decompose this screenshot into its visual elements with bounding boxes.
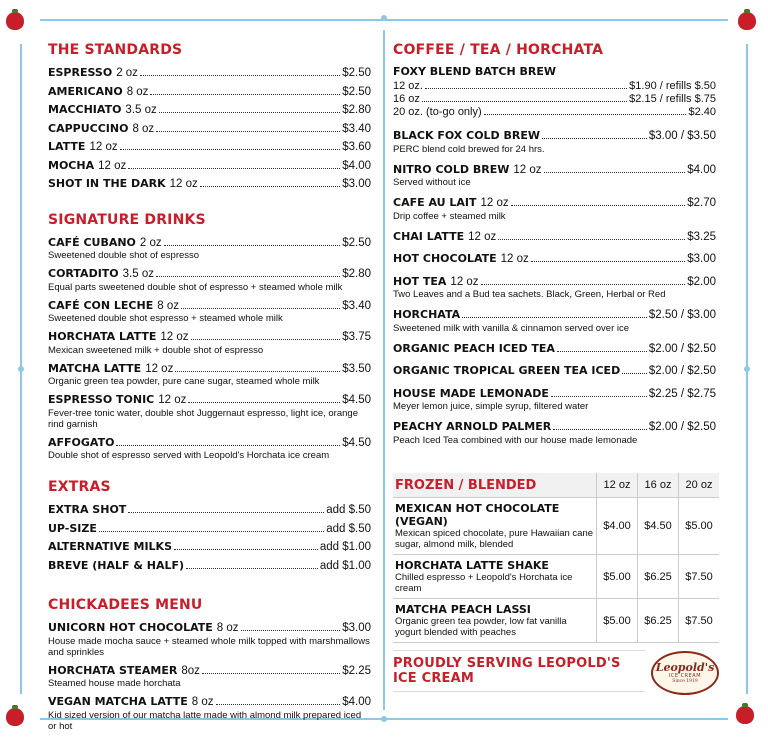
menu-item <box>48 175 371 194</box>
menu-item <box>393 194 716 222</box>
menu-item <box>48 234 371 262</box>
frame-dot <box>381 15 387 21</box>
banner-text: PROUDLY SERVING LEOPOLD'S ICE CREAM <box>393 656 621 686</box>
dot-leader <box>531 261 685 262</box>
menu-item <box>48 328 371 356</box>
berry-icon <box>6 12 24 30</box>
item-description: PERC blend cold brewed for 24 hrs. <box>393 143 545 155</box>
dot-leader <box>128 512 324 513</box>
item-name: HOUSE MADE LEMONADE <box>393 386 549 400</box>
menu-item <box>48 265 371 293</box>
item-price: $3.40 <box>342 122 371 135</box>
menu-item <box>48 520 371 539</box>
standards-section <box>48 42 371 194</box>
frozen-price: $4.50 <box>638 498 679 555</box>
brew-size-label: 12 oz. <box>393 80 423 92</box>
item-price: $2.80 <box>342 268 371 280</box>
dot-leader <box>186 568 318 569</box>
frozen-price: $4.00 <box>597 498 638 555</box>
brew-size-price: $2.40 <box>688 106 716 118</box>
item-price: $2.00 / $2.50 <box>648 421 716 433</box>
item-price: add $1.00 <box>319 559 371 572</box>
item-price: $2.00 <box>687 275 716 288</box>
menu-item <box>393 250 716 269</box>
item-name: LATTE <box>48 140 86 153</box>
item-price: add $.50 <box>326 504 371 516</box>
item-name: UNICORN HOT CHOCOLATE <box>48 621 213 634</box>
dot-leader <box>622 373 647 374</box>
size-header: 12 oz <box>597 473 638 498</box>
item-name: BREVE (HALF & HALF) <box>48 558 185 572</box>
signature-section <box>48 212 371 462</box>
item-description: Served without ice <box>393 177 471 188</box>
item-price: $3.75 <box>342 331 371 343</box>
item-name: FOXY BLEND BATCH BREW <box>393 65 556 78</box>
item-size: 12 oz <box>98 159 127 172</box>
menu-item <box>393 306 716 334</box>
frozen-price: $5.00 <box>597 599 638 643</box>
item-price: $4.50 <box>342 394 371 406</box>
berry-icon <box>6 708 24 726</box>
item-size: 8 oz <box>191 696 214 708</box>
item-description: Fever-tree tonic water, double shot Juggernaut espresso, light ice, orange rind garnish <box>48 407 358 430</box>
frozen-price: $6.25 <box>638 555 679 599</box>
item-price: $2.50 <box>342 85 371 98</box>
dot-leader <box>216 704 341 705</box>
item-size: 8oz <box>181 664 200 677</box>
frame-dot <box>381 716 387 722</box>
frame-dot <box>744 366 750 372</box>
menu-item-row <box>48 83 371 102</box>
menu-item <box>48 297 371 325</box>
item-name: CHAI LATTE <box>393 229 465 243</box>
dot-leader <box>484 114 687 115</box>
frozen-item-cell <box>393 498 597 555</box>
item-description: Organic green tea powder, pure cane sugar, steamed whole milk <box>48 376 320 387</box>
menu-item <box>48 157 371 176</box>
item-name: PEACHY ARNOLD PALMER <box>393 420 552 433</box>
item-size: 8 oz <box>157 299 179 312</box>
dot-leader <box>241 630 341 631</box>
right-column <box>393 42 716 638</box>
section-title-frozen: FROZEN / BLENDED <box>393 473 597 498</box>
frame-dot <box>18 366 24 372</box>
dot-leader <box>150 94 340 95</box>
brew-size-label: 20 oz. (to-go only) <box>393 106 482 118</box>
menu-item-row <box>393 228 716 247</box>
dot-leader <box>553 429 647 430</box>
dot-leader <box>159 112 340 113</box>
dot-leader <box>498 239 685 240</box>
item-description: Sweetened double shot of espresso <box>48 250 200 261</box>
section-title-chickadees: CHICKADEES MENU <box>48 597 203 613</box>
section-title-standards: THE STANDARDS <box>48 42 183 58</box>
menu-item <box>393 340 716 359</box>
item-size: 12 oz <box>468 230 497 243</box>
dot-leader <box>544 172 686 173</box>
extras-section <box>48 479 371 575</box>
item-price: $2.25 <box>342 664 371 677</box>
dot-leader <box>128 168 340 169</box>
size-header: 16 oz <box>638 473 679 498</box>
item-description: Steamed house made horchata <box>48 678 181 689</box>
menu-item-row <box>48 538 371 557</box>
menu-item-row <box>48 64 371 83</box>
item-price: $4.50 <box>342 436 371 449</box>
item-price: $4.00 <box>342 696 371 708</box>
item-price: $3.00 <box>342 178 371 190</box>
brew-size-price: $1.90 / refills $.50 <box>629 80 716 92</box>
menu-item <box>48 391 371 430</box>
logo-line1: Leopold's <box>655 661 715 674</box>
menu-item-foxy-blend <box>393 64 716 119</box>
frozen-price: $7.50 <box>679 555 720 599</box>
item-name: HORCHATA LATTE SHAKE <box>395 559 549 572</box>
item-description: Chilled espresso + Leopold's Horchata ice cream <box>395 572 573 594</box>
frozen-price: $6.25 <box>638 599 679 643</box>
item-price: $3.50 <box>342 362 371 375</box>
item-size: 2 oz <box>139 236 162 249</box>
dot-leader <box>175 371 340 372</box>
item-description: Peach Iced Tea combined with our house made lemonade <box>393 434 638 446</box>
item-description: Mexican spiced chocolate, pure Hawaiian cane sugar, almond milk, blended <box>395 528 594 550</box>
item-description: Two Leaves and a Bud tea sachets. Black, Green, Herbal or Red <box>393 289 666 300</box>
item-price: add $1.00 <box>319 541 371 553</box>
menu-item <box>48 101 371 120</box>
frozen-section <box>393 473 719 643</box>
menu-item-row <box>393 340 716 359</box>
dot-leader <box>156 131 340 132</box>
item-price: $2.00 / $2.50 <box>648 365 716 377</box>
item-description: Organic green tea powder, low fat vanilla yogurt blended with peaches <box>395 616 567 638</box>
item-price: $2.50 / $3.00 <box>648 309 716 321</box>
item-size: 12 oz <box>513 163 542 176</box>
brew-size-price: $2.15 / refills $.75 <box>629 93 716 105</box>
menu-item <box>48 557 371 576</box>
chickadees-section <box>48 597 371 732</box>
item-price: $2.00 / $2.50 <box>648 342 716 355</box>
item-description: Kid sized version of our matcha latte made with almond milk prepared iced or hot <box>48 709 362 732</box>
size-header: 20 oz <box>679 473 720 498</box>
item-name: CAFÉ CUBANO <box>48 235 136 249</box>
item-name: NITRO COLD BREW <box>393 162 510 176</box>
item-description: House made mocha sauce + steamed whole milk topped with marshmallows and sprinkles <box>48 635 370 658</box>
dot-leader <box>164 245 341 246</box>
item-size: 2 oz <box>116 67 138 79</box>
item-size: 12 oz <box>480 197 509 209</box>
item-size: 3.5 oz <box>125 104 157 116</box>
item-name: MATCHA PEACH LASSI <box>395 603 531 616</box>
item-description: Mexican sweetened milk + double shot of espresso <box>48 344 264 356</box>
item-size: 12 oz <box>145 362 174 375</box>
item-description: Meyer lemon juice, simple syrup, filtered water <box>393 401 589 412</box>
dot-leader <box>542 138 647 139</box>
menu-item-row <box>48 101 371 120</box>
promo-banner <box>393 650 645 692</box>
menu-item-row <box>48 157 371 176</box>
section-title-coffee: COFFEE / TEA / HORCHATA <box>393 42 604 58</box>
leopolds-logo <box>651 651 719 695</box>
item-description: Drip coffee + steamed milk <box>393 210 506 222</box>
dot-leader <box>481 284 686 285</box>
brew-size-row <box>393 106 716 119</box>
menu-item <box>48 64 371 83</box>
menu-item-row <box>48 175 371 194</box>
item-size: 12 oz <box>169 178 198 190</box>
item-price: add $.50 <box>326 522 371 535</box>
menu-item <box>393 228 716 247</box>
menu-item <box>48 693 371 732</box>
column-divider <box>383 30 385 710</box>
frozen-item-cell <box>393 599 597 643</box>
dot-leader <box>557 351 647 352</box>
menu-item <box>48 120 371 139</box>
item-size: 8 oz <box>126 85 149 98</box>
dot-leader <box>116 445 340 446</box>
menu-item <box>48 662 371 690</box>
item-name: HOT CHOCOLATE <box>393 252 497 265</box>
dot-leader <box>202 673 340 674</box>
dot-leader <box>174 549 318 550</box>
dot-leader <box>191 339 341 340</box>
menu-item <box>393 385 716 413</box>
item-name: ORGANIC PEACH ICED TEA <box>393 341 555 355</box>
item-name: MACCHIATO <box>48 103 122 116</box>
menu-item <box>48 434 371 462</box>
menu-item <box>48 83 371 102</box>
frozen-price: $5.00 <box>597 555 638 599</box>
item-description: Sweetened double shot espresso + steamed whole milk <box>48 313 283 324</box>
brew-size-label: 16 oz <box>393 93 420 105</box>
item-size: 12 oz <box>450 275 479 288</box>
dot-leader <box>422 101 627 102</box>
item-description: Double shot of espresso served with Leopold's Horchata ice cream <box>48 450 330 461</box>
item-name: HORCHATA LATTE <box>48 330 157 343</box>
dot-leader <box>511 205 686 206</box>
frozen-price: $7.50 <box>679 599 720 643</box>
item-name: CORTADITO <box>48 267 119 280</box>
frozen-item-cell <box>393 555 597 599</box>
menu-item <box>393 418 716 446</box>
item-name: UP-SIZE <box>48 521 97 535</box>
item-name: MATCHA LATTE <box>48 361 142 375</box>
item-price: $4.00 <box>687 163 716 176</box>
item-price: $3.40 <box>342 299 371 312</box>
item-name: ORGANIC TROPICAL GREEN TEA ICED <box>393 364 621 377</box>
item-price: $2.25 / $2.75 <box>648 387 716 400</box>
item-name: AFFOGATO <box>48 435 115 449</box>
menu-item-row <box>48 501 371 520</box>
menu-item <box>48 538 371 557</box>
item-price: $3.60 <box>342 141 371 153</box>
item-name: MEXICAN HOT CHOCOLATE (VEGAN) <box>395 502 560 528</box>
dot-leader <box>462 317 647 318</box>
menu-item-row <box>48 138 371 157</box>
item-description: Sweetened milk with vanilla & cinnamon served over ice <box>393 322 630 334</box>
item-price: $3.00 <box>687 253 716 265</box>
item-name: HORCHATA STEAMER <box>48 663 178 677</box>
menu-item <box>48 501 371 520</box>
brew-size-row <box>393 93 716 106</box>
item-size: 12 oz <box>158 394 187 406</box>
item-price: $3.00 / $3.50 <box>648 130 716 142</box>
item-name: ALTERNATIVE MILKS <box>48 540 173 553</box>
item-name: CAFÉ CON LECHE <box>48 298 154 312</box>
menu-item-row <box>393 250 716 269</box>
item-name: CAPPUCCINO <box>48 121 129 135</box>
logo-line2: ICE CREAM <box>668 673 702 679</box>
frozen-header-row <box>393 473 719 498</box>
item-name: EXTRA SHOT <box>48 503 127 516</box>
item-price: $3.25 <box>687 230 716 243</box>
item-size: 12 oz <box>160 331 189 343</box>
menu-item-row <box>393 362 716 381</box>
menu-item <box>48 138 371 157</box>
dot-leader <box>425 88 627 89</box>
dot-leader <box>120 149 341 150</box>
item-name: HORCHATA <box>393 308 461 321</box>
dot-leader <box>156 276 340 277</box>
section-title-signature: SIGNATURE DRINKS <box>48 211 206 228</box>
frozen-row <box>393 599 719 643</box>
item-size: 12 oz <box>89 141 118 153</box>
dot-leader <box>181 308 340 309</box>
item-name: CAFE AU LAIT <box>393 196 477 209</box>
dot-leader <box>99 531 324 532</box>
frozen-price: $5.00 <box>679 498 720 555</box>
brew-size-row <box>393 80 716 93</box>
item-size: 8 oz <box>216 622 239 634</box>
item-name: ESPRESSO <box>48 66 113 79</box>
menu-item <box>393 362 716 381</box>
item-price: $2.50 <box>342 236 371 249</box>
item-price: $2.80 <box>342 104 371 116</box>
menu-item-row <box>48 120 371 139</box>
item-name: HOT TEA <box>393 274 447 288</box>
item-price: $2.70 <box>687 197 716 209</box>
item-name: ESPRESSO TONIC <box>48 393 155 406</box>
menu-item <box>393 161 716 189</box>
menu-item <box>48 360 371 388</box>
menu-item-row <box>48 557 371 576</box>
item-size: 12 oz <box>500 253 529 265</box>
item-description: Equal parts sweetened double shot of espresso + steamed whole milk <box>48 281 343 293</box>
menu-item-row <box>48 520 371 539</box>
item-price: $3.00 <box>342 622 371 634</box>
menu-item <box>393 127 716 155</box>
item-name: SHOT IN THE DARK <box>48 177 166 190</box>
dot-leader <box>140 75 340 76</box>
menu-item <box>393 273 716 301</box>
item-size: 3.5 oz <box>122 268 154 280</box>
dot-leader <box>188 402 340 403</box>
berry-icon <box>738 12 756 30</box>
item-name: VEGAN MATCHA LATTE <box>48 695 188 708</box>
item-price: $2.50 <box>342 67 371 79</box>
item-name: AMERICANO <box>48 84 123 98</box>
berry-icon <box>736 706 754 724</box>
item-size: 8 oz <box>132 122 155 135</box>
section-title-extras: EXTRAS <box>48 479 111 495</box>
frozen-row <box>393 498 719 555</box>
item-name: BLACK FOX COLD BREW <box>393 129 541 142</box>
item-name: MOCHA <box>48 158 95 172</box>
logo-line3: Since 1919 <box>672 679 698 684</box>
menu-item <box>48 619 371 658</box>
frozen-row <box>393 555 719 599</box>
dot-leader <box>200 186 340 187</box>
left-column <box>48 42 371 736</box>
item-price: $4.00 <box>342 159 371 172</box>
dot-leader <box>551 396 647 397</box>
frozen-table <box>393 473 719 643</box>
